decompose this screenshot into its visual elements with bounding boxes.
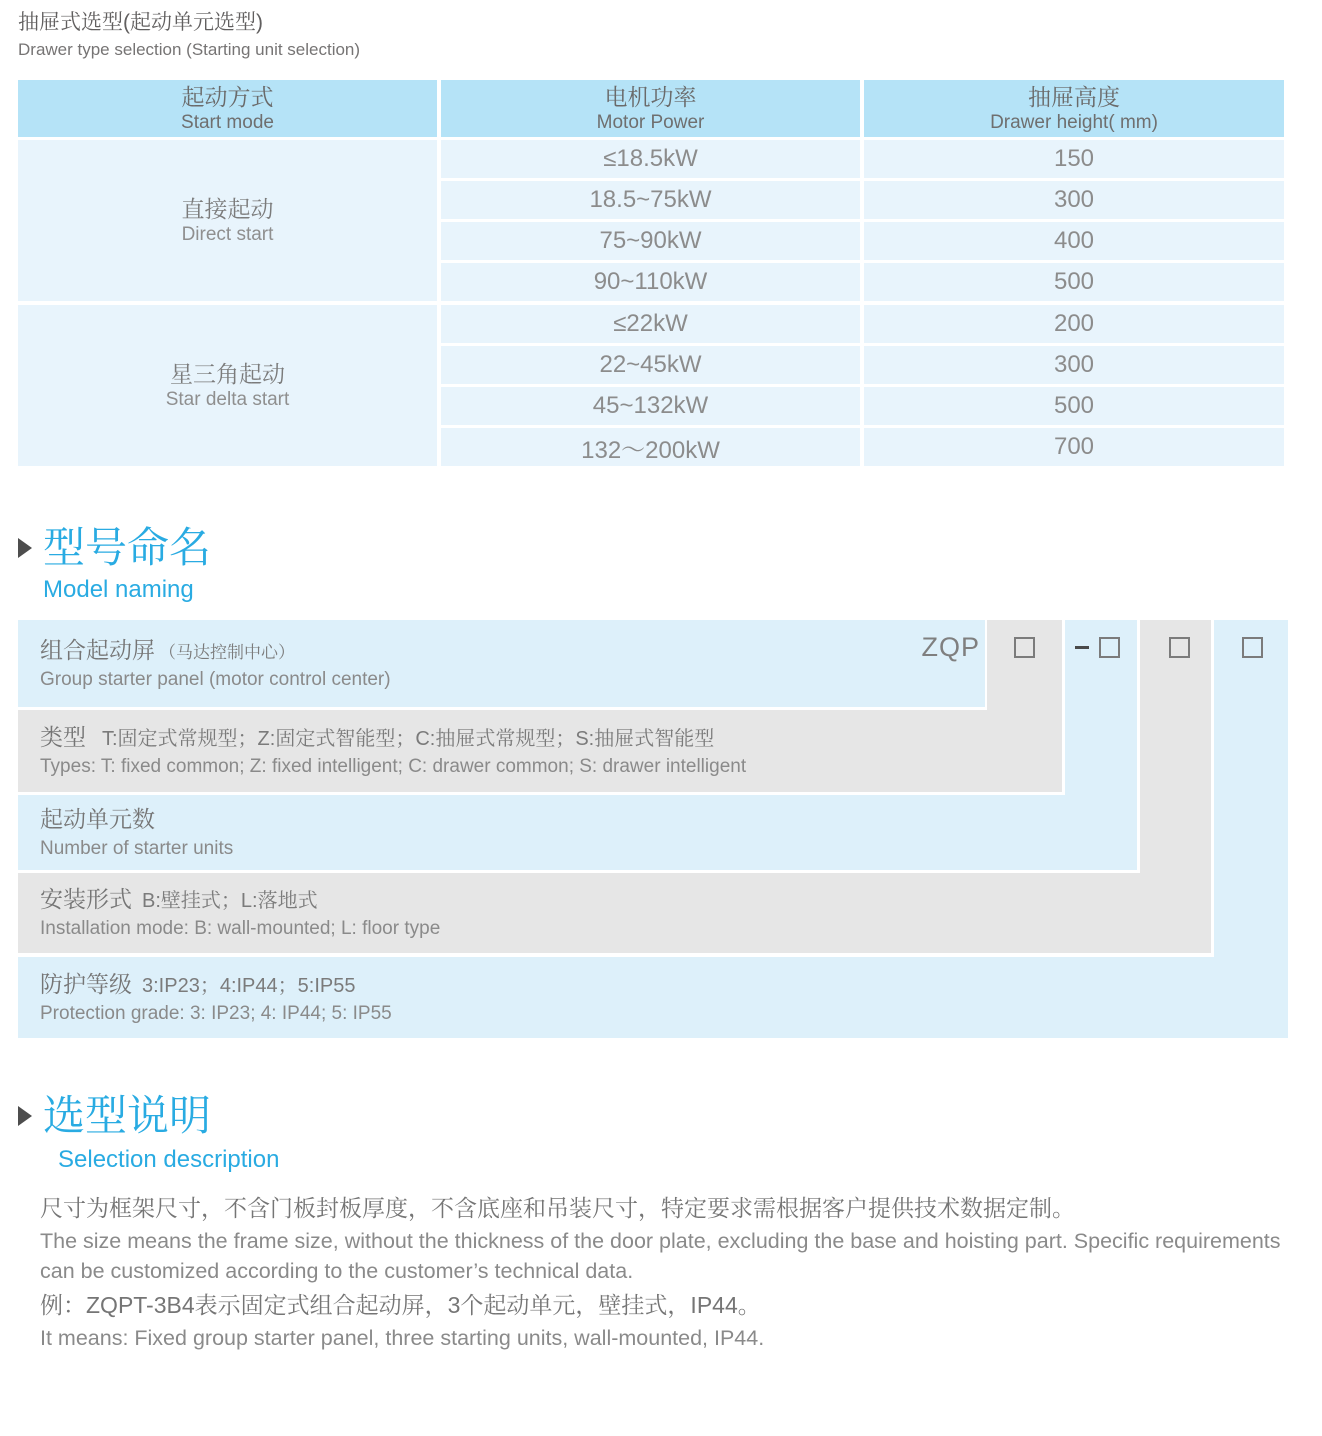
power-column [441, 305, 860, 466]
triangle-bullet-icon [18, 538, 32, 558]
example-line-en: It means: Fixed group starter panel, three starting units, wall-mounted, IP44. [40, 1326, 765, 1350]
height-column [864, 140, 1284, 301]
table-group-star-delta [18, 305, 1284, 466]
power-column [441, 140, 860, 301]
header-start-mode-cn: 起动方式 [181, 83, 274, 110]
naming-row-cn: 组合起动屏 [40, 636, 155, 663]
table-cell-height: 300 [864, 346, 1284, 384]
table-cell-height: 150 [864, 140, 1284, 178]
table-cell-height: 500 [864, 387, 1284, 425]
section-title-cn: 选型说明 [43, 1092, 212, 1139]
triangle-bullet-icon [18, 1106, 32, 1126]
table-cell-height: 300 [864, 181, 1284, 219]
mode-label-en: Direct start [181, 223, 274, 245]
table-cell-height: 200 [864, 305, 1284, 343]
header-drawer-height [864, 80, 1284, 137]
header-motor-power-cn: 电机功率 [604, 83, 697, 110]
example-line-cn: 例：ZQPT-3B4表示固定式组合起动屏，3个起动单元，壁挂式，IP44。 [40, 1292, 761, 1318]
naming-row-sub: （马达控制中心） [159, 642, 295, 662]
header-motor-power [441, 80, 860, 137]
section-title-en: Selection description [58, 1146, 280, 1173]
code-dash [1075, 646, 1089, 649]
mode-cell-star-delta [18, 305, 437, 466]
page-title: 抽屉式选型(起动单元选型) [18, 11, 263, 34]
table-cell-height: 400 [864, 222, 1284, 260]
naming-row-en: Types: T: fixed common; Z: fixed intelligent; C: drawer common; S: drawer intelligent [40, 756, 747, 777]
description-line-cn: 尺寸为框架尺寸，不含门板封板厚度，不含底座和吊装尺寸，特定要求需根据客户提供技术数据定制。 [40, 1195, 1075, 1221]
naming-row-sub: T:固定式常规型；Z:固定式智能型；C:抽屉式常规型；S:抽屉式智能型 [102, 728, 715, 750]
table-group-direct-start [18, 140, 1284, 301]
naming-row-en: Number of starter units [40, 837, 234, 859]
naming-row-group-starter-panel [18, 620, 985, 707]
naming-row-protection-grade [18, 957, 1288, 1038]
naming-row-cn: 类型 [40, 724, 86, 750]
header-start-mode [18, 80, 437, 137]
code-placeholder-box-units [1099, 637, 1120, 658]
code-placeholder-box-installation [1169, 637, 1190, 658]
table-cell-power: 18.5~75kW [441, 181, 860, 219]
table-cell-power: 22~45kW [441, 346, 860, 384]
header-start-mode-en: Start mode [181, 111, 274, 133]
naming-row-en: Group starter panel (motor control center) [40, 668, 391, 690]
naming-row-en: Installation mode: B: wall-mounted; L: floor type [40, 918, 441, 939]
table-cell-height: 500 [864, 263, 1284, 301]
naming-row-type [18, 710, 1062, 792]
mode-cell-direct-start [18, 140, 437, 301]
height-column [864, 305, 1284, 466]
naming-row-sub: B:壁挂式；L:落地式 [142, 890, 318, 912]
naming-row-cn: 安装形式 [40, 886, 132, 912]
selection-description-body [40, 1192, 1294, 1356]
drawer-selection-table [18, 80, 1284, 470]
table-cell-power: 132～200kW [441, 428, 860, 466]
header-drawer-height-cn: 抽屉高度 [1028, 83, 1120, 110]
naming-row-starter-units [18, 795, 1137, 870]
section-heading-model-naming [18, 524, 211, 604]
table-cell-power: ≤18.5kW [441, 140, 860, 178]
doc-title-block [18, 10, 360, 62]
header-motor-power-en: Motor Power [596, 111, 705, 133]
naming-row-installation-mode [18, 873, 1211, 953]
header-drawer-height-en: Drawer height( mm) [990, 111, 1158, 133]
model-code-prefix: ZQP [921, 632, 980, 662]
table-cell-power: 45~132kW [441, 387, 860, 425]
table-cell-power: 75~90kW [441, 222, 860, 260]
naming-row-cn: 起动单元数 [40, 805, 155, 832]
table-cell-height: 700 [864, 428, 1284, 466]
page-subtitle: Drawer type selection (Starting unit selection) [18, 40, 361, 59]
naming-row-cn: 防护等级 [40, 970, 132, 997]
description-line-en: The size means the frame size, without the thickness of the door plate, excluding the base and hoisting part. Specific requirements can be customized according to the customer’s technical data. [40, 1229, 1281, 1283]
naming-row-en: Protection grade: 3: IP23; 4: IP44; 5: IP55 [40, 1002, 392, 1024]
table-header-row [18, 80, 1284, 137]
section-title-en: Model naming [43, 576, 194, 603]
mode-label-cn: 星三角起动 [170, 360, 285, 387]
table-cell-power: ≤22kW [441, 305, 860, 343]
section-heading-selection-description [18, 1092, 279, 1174]
code-placeholder-box-type [1014, 637, 1035, 658]
code-placeholder-box-protection [1242, 637, 1263, 658]
mode-label-cn: 直接起动 [181, 195, 274, 222]
mode-label-en: Star delta start [165, 388, 290, 410]
table-cell-power: 90~110kW [441, 263, 860, 301]
naming-row-sub: 3:IP23；4:IP44；5:IP55 [142, 974, 356, 997]
section-title-cn: 型号命名 [43, 524, 212, 571]
